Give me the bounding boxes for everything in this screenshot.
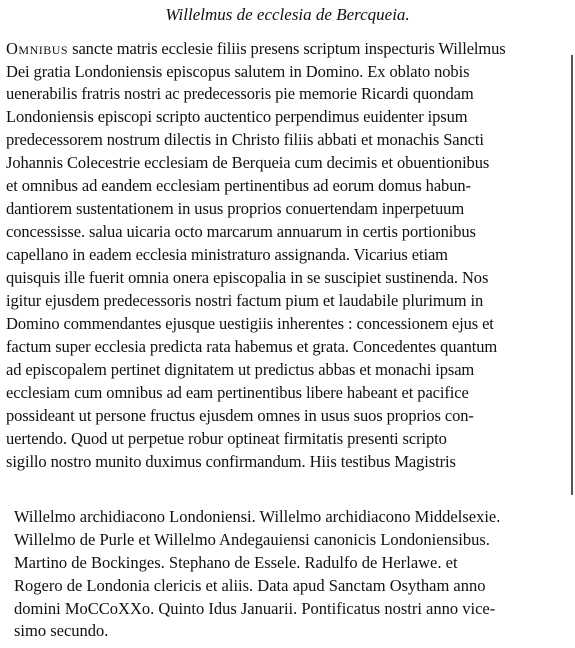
charter-heading: Willelmus de ecclesia de Bercqueia.: [165, 5, 410, 24]
charter-line: dantiorem sustentationem in usus proprios conuertendam inperpetuum: [6, 199, 465, 218]
witness-line: Willelmo de Purle et Willelmo Andegauiensi canonicis Londoniensibus.: [14, 530, 490, 549]
charter-line: capellano in eadem ecclesia ministraturo assignanda. Vicarius etiam: [6, 245, 448, 264]
charter-line: uertendo. Quod ut perpetue robur optineat firmitatis presenti scripto: [6, 429, 447, 448]
charter-line: concessisse. salua uicaria octo marcarum annuarum in certis portionibus: [6, 222, 476, 241]
charter-line: predecessorem nostrum dilectis in Christo filiis abbati et monachis Sancti: [6, 130, 484, 149]
witness-line: domini MoCCoXXo. Quinto Idus Januarii. Pontificatus nostri anno vice-: [14, 599, 496, 618]
witness-line: Willelmo archidiacono Londoniensi. Willelmo archidiacono Middelsexie.: [14, 507, 501, 526]
margin-rule: [571, 55, 573, 495]
charter-line: factum super ecclesia predicta rata habemus et grata. Concedentes quantum: [6, 337, 498, 356]
charter-line: ad episcopalem pertinet dignitatem ut predictus abbas et monachi ipsam: [6, 360, 475, 379]
opening-word: Omnibus: [6, 39, 69, 58]
charter-line: uenerabilis fratris nostri ac predecessoris pie memorie Ricardi quondam: [6, 84, 474, 103]
charter-line: Johannis Colecestrie ecclesiam de Berqueia cum decimis et obuentionibus: [6, 153, 490, 172]
witness-line: Rogero de Londonia clericis et aliis. Data apud Sanctam Osytham anno: [14, 576, 486, 595]
charter-line: sigillo nostro munito duximus confirmandum. Hiis testibus Magistris: [6, 452, 456, 471]
charter-line: quisquis ille fuerit omnia onera episcopalia in se suscipiet sustinenda. Nos: [6, 268, 489, 287]
charter-line: Londoniensis episcopi scripto auctentico perpendimus euidenter ipsum: [6, 107, 468, 126]
first-line-text: sancte matris ecclesie filiis presens scriptum inspecturis Willelmus: [68, 39, 506, 58]
charter-line: Domino commendantes ejusque uestigiis inherentes : concessionem ejus et: [6, 314, 494, 333]
charter-line: possideant ut persone fructus ejusdem omnes in usus suos proprios con-: [6, 406, 474, 425]
charter-line: et omnibus ad eandem ecclesiam pertinentibus ad eorum domus habun-: [6, 176, 471, 195]
charter-line: ecclesiam cum omnibus ad eam pertinentibus libere habeant et pacifice: [6, 383, 469, 402]
charter-line: igitur ejusdem predecessoris nostri factum pium et laudabile plurimum in: [6, 291, 484, 310]
witness-line: simo secundo.: [14, 621, 109, 640]
charter-line: Dei gratia Londoniensis episcopus salutem in Domino. Ex oblato nobis: [6, 62, 470, 81]
witness-line: Martino de Bockinges. Stephano de Essele. Radulfo de Herlawe. et: [14, 553, 458, 572]
charter-line-1: [6, 38, 506, 60]
